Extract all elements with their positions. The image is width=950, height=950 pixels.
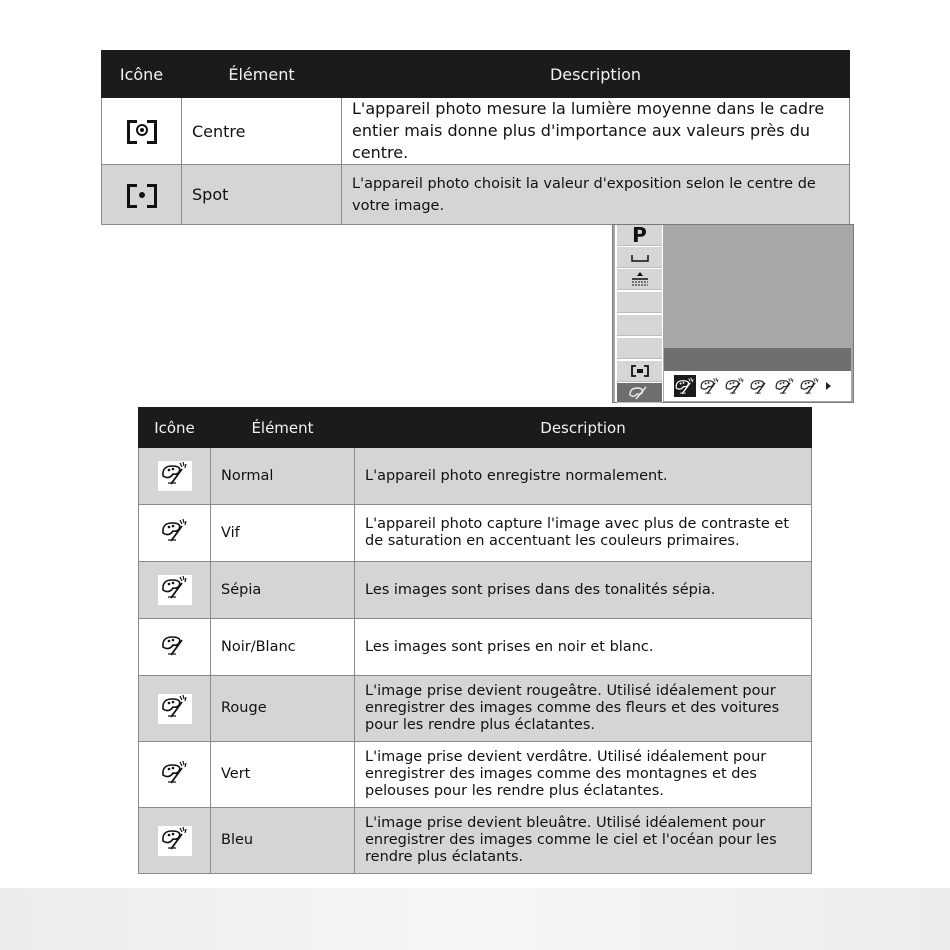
header-description: Description	[355, 408, 812, 448]
self-timer-icon[interactable]	[617, 247, 662, 268]
element-cell: Sépia	[211, 562, 355, 619]
element-cell: Centre	[182, 98, 342, 165]
effect-vivid-icon[interactable]	[699, 375, 721, 397]
effect-normal-icon[interactable]	[674, 375, 696, 397]
description-cell: Les images sont prises dans des tonalités sépia.	[355, 562, 812, 619]
effect-red-icon[interactable]	[774, 375, 796, 397]
element-cell: Spot	[182, 165, 342, 225]
effect-bw-icon	[158, 632, 192, 662]
header-icon: Icône	[102, 51, 182, 98]
table-row	[102, 165, 850, 225]
effect-sepia-icon	[158, 575, 192, 605]
program-mode-label: P	[617, 225, 662, 246]
menu-blank-slot[interactable]	[617, 338, 662, 359]
metering-table	[101, 50, 850, 225]
camera-menu-column	[615, 225, 663, 402]
description-cell: L'appareil photo capture l'image avec plus de contraste et de saturation en accentuant les couleurs primaires.	[355, 505, 812, 562]
description-cell: Les images sont prises en noir et blanc.	[355, 619, 812, 676]
table-row	[139, 676, 812, 742]
element-cell: Bleu	[211, 808, 355, 874]
menu-blank-slot[interactable]	[617, 315, 662, 336]
camera-lcd-screen	[612, 224, 854, 403]
table-header-row	[102, 51, 850, 98]
table-header-row	[139, 408, 812, 448]
camera-preview-area	[664, 225, 852, 346]
header-element: Élément	[182, 51, 342, 98]
element-cell: Vert	[211, 742, 355, 808]
effect-normal-icon	[158, 461, 192, 491]
effect-green-icon[interactable]	[799, 375, 821, 397]
table-row	[139, 808, 812, 874]
icon-cell	[102, 98, 182, 165]
center-weighted-metering-icon	[127, 120, 157, 142]
element-cell: Noir/Blanc	[211, 619, 355, 676]
effect-bw-icon[interactable]	[749, 375, 771, 397]
description-cell: L'appareil photo choisit la valeur d'exposition selon le centre de votre image.	[342, 165, 850, 225]
icon-cell	[139, 619, 211, 676]
icon-cell	[102, 165, 182, 225]
icon-cell	[139, 448, 211, 505]
effect-vivid-icon	[158, 518, 192, 548]
description-cell: L'appareil photo mesure la lumière moyenne dans le cadre entier mais donne plus d'importance aux valeurs près du centre.	[342, 98, 850, 165]
effect-blue-icon	[158, 826, 192, 856]
right-arrow-icon[interactable]	[826, 382, 831, 390]
effect-sepia-icon[interactable]	[724, 375, 746, 397]
effect-red-icon	[158, 694, 192, 724]
color-effect-table	[138, 407, 812, 874]
camera-status-bar	[664, 348, 851, 371]
table-row	[102, 98, 850, 165]
effect-option-strip	[664, 371, 851, 401]
table-row	[139, 562, 812, 619]
description-cell: L'image prise devient verdâtre. Utilisé idéalement pour enregistrer des images comme des montagnes et des pelouses pour les rendre plus éclatantes.	[355, 742, 812, 808]
icon-cell	[139, 742, 211, 808]
element-cell: Vif	[211, 505, 355, 562]
element-cell: Normal	[211, 448, 355, 505]
icon-cell	[139, 808, 211, 874]
table-row	[139, 505, 812, 562]
metering-icon[interactable]	[617, 361, 662, 382]
header-description: Description	[342, 51, 850, 98]
exposure-icon[interactable]	[617, 269, 662, 290]
spot-metering-icon	[127, 184, 157, 206]
description-cell: L'image prise devient bleuâtre. Utilisé idéalement pour enregistrer des images comme le ciel et l'océan pour les rendre plus éclatants.	[355, 808, 812, 874]
icon-cell	[139, 676, 211, 742]
header-icon: Icône	[139, 408, 211, 448]
description-cell: L'appareil photo enregistre normalement.	[355, 448, 812, 505]
effect-green-icon	[158, 760, 192, 790]
element-cell: Rouge	[211, 676, 355, 742]
icon-cell	[139, 505, 211, 562]
description-cell: L'image prise devient rougeâtre. Utilisé idéalement pour enregistrer des images comme des fleurs et des voitures pour les rendre plus éclatantes.	[355, 676, 812, 742]
header-element: Élément	[211, 408, 355, 448]
menu-blank-slot[interactable]	[617, 292, 662, 313]
table-row	[139, 448, 812, 505]
table-row	[139, 742, 812, 808]
table-row	[139, 619, 812, 676]
icon-cell	[139, 562, 211, 619]
page-footer-band	[0, 888, 950, 950]
color-effect-icon[interactable]	[617, 383, 662, 403]
